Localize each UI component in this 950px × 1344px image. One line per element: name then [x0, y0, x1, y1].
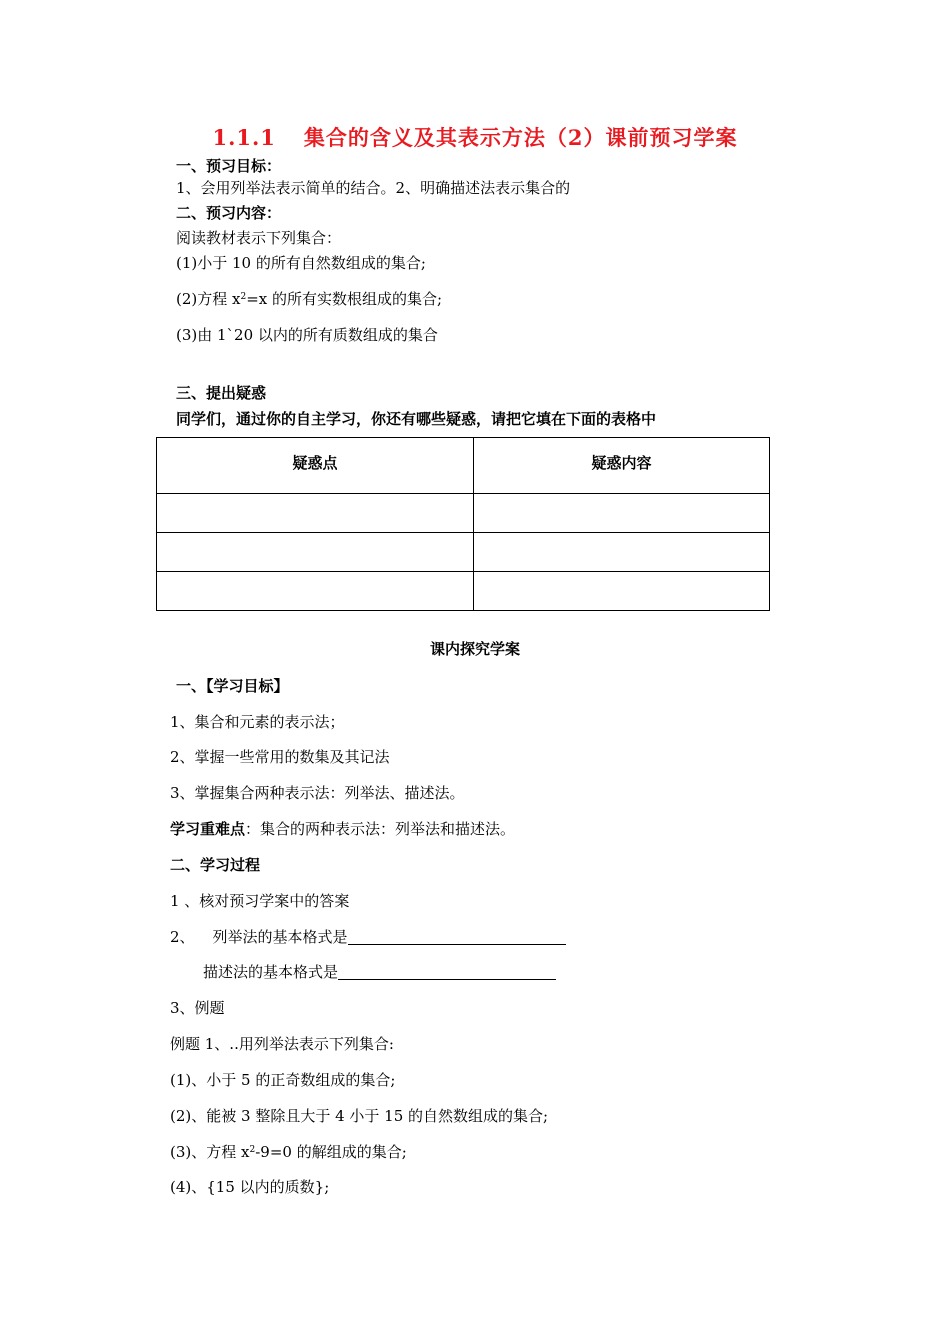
table-row [157, 572, 770, 611]
inclass-step-2: 2、 列举法的基本格式是 [170, 926, 566, 947]
table-cell[interactable] [157, 572, 474, 611]
answer-blank[interactable] [348, 928, 566, 945]
doubts-prompt: 同学们，通过你的自主学习，你还有哪些疑惑，请把它填在下面的表格中 [176, 410, 657, 428]
preview-item-1: (1)小于 10 的所有自然数组成的集合; [176, 254, 426, 272]
inclass-goal-2: 2、掌握一些常用的数集及其记法 [170, 748, 390, 766]
key-points-label: 学习重难点 [170, 820, 246, 838]
doubts-heading: 三、提出疑惑 [176, 384, 267, 402]
inclass-goal-3: 3、掌握集合两种表示法：列举法、描述法。 [170, 784, 465, 802]
table-header-cell: 疑惑点 [157, 438, 474, 494]
answer-blank[interactable] [338, 963, 556, 980]
title-number: 1.1.1 [212, 125, 276, 150]
key-points-text: ：集合的两种表示法：列举法和描述法。 [245, 820, 516, 838]
table-cell[interactable] [474, 572, 770, 611]
table-cell[interactable] [157, 494, 474, 533]
inclass-step-1: 1 、核对预习学案中的答案 [170, 892, 350, 910]
inclass-goals-heading: 一、【学习目标】 [176, 677, 289, 695]
example-item-4: (4)、{15 以内的质数}; [170, 1178, 330, 1196]
title-text: 集合的含义及其表示方法（2）课前预习学案 [303, 125, 738, 150]
inclass-goal-1: 1、集合和元素的表示法； [170, 713, 345, 731]
table-row [157, 533, 770, 572]
table-cell[interactable] [474, 533, 770, 572]
table-header-cell: 疑惑内容 [474, 438, 770, 494]
inclass-process-heading: 二、学习过程 [170, 856, 261, 874]
doubts-table [156, 437, 770, 611]
preview-item-3: (3)由 1`20 以内的所有质数组成的集合 [176, 326, 438, 344]
preview-goal-text: 1、会用列举法表示简单的结合。2、明确描述法表示集合的 [176, 179, 571, 197]
inclass-step-2b: 描述法的基本格式是 [203, 961, 556, 982]
preview-goal-heading: 一、预习目标： [176, 157, 282, 175]
table-row [157, 494, 770, 533]
inclass-key-points [170, 818, 515, 839]
example-item-2: (2)、能被 3 整除且大于 4 小于 15 的自然数组成的集合; [170, 1107, 549, 1125]
example-title: 例题 1、..用列举法表示下列集合: [170, 1035, 394, 1053]
preview-intro: 阅读教材表示下列集合： [176, 229, 342, 247]
example-item-1: (1)、小于 5 的正奇数组成的集合; [170, 1071, 396, 1089]
table-cell[interactable] [157, 533, 474, 572]
inclass-step-3: 3、例题 [170, 999, 225, 1017]
preview-item-2: (2)方程 $x^2=x$ 的所有实数根组成的集合; [176, 290, 443, 308]
inclass-title: 课内探究学案 [429, 640, 520, 658]
preview-content-heading: 二、预习内容： [176, 204, 282, 222]
table-cell[interactable] [474, 494, 770, 533]
table-header-row [157, 438, 770, 494]
page-title [0, 122, 950, 152]
example-item-3: (3)、方程 $x^2-9=0$ 的解组成的集合; [170, 1143, 407, 1161]
